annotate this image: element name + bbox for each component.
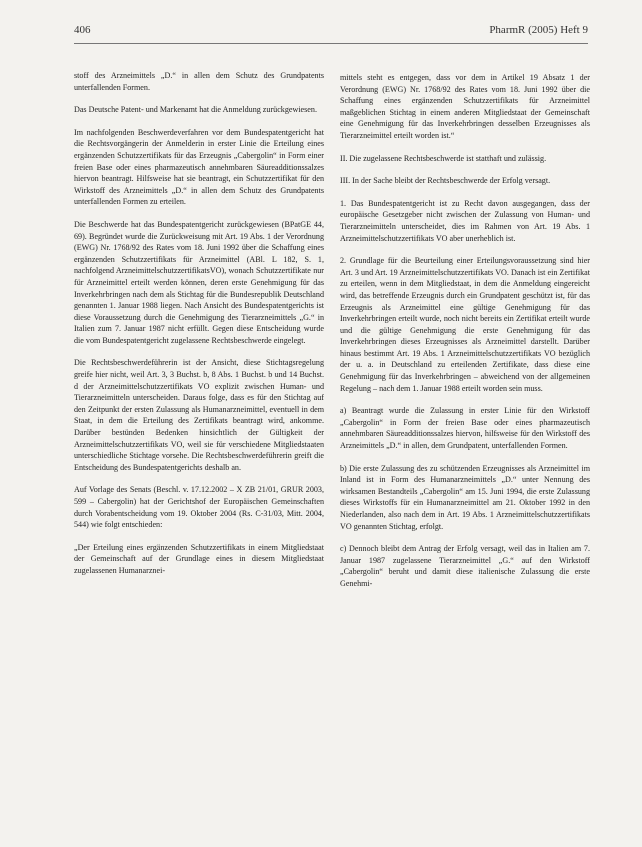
paragraph: stoff des Arzneimittels „D.“ in allen dem Schutz des Grundpatents unterfallenden Formen. bbox=[74, 71, 324, 92]
paragraph: 2. Grundlage für die Beurteilung einer Erteilungsvoraussetzung sind hier Art. 3 und Art. 19 Arzneimittelschutzzertifikats VO. Danach ist ein Zertifikat zu erteilen, wenn in dem Mitgliedstaat, in dem die Anmeldung eingereicht wird, das betreffende Erzeugnis durch ein Grundpatent geschützt ist, für das Erzeugnis als Arzneimittel eine gültige Genehmigung für das Inverkehrbringen erteilt wurde, noch nicht bereits ein Zertifikat erteilt wurde und die gültige Genehmigung die erste Genehmigung für das Inverkehrbringen dieses Erzeugnisses als Arzneimittel darstellt. Darüber hinaus bestimmt Art. 19 Abs. 1 Arzneimittelschutzzertifikats VO bezüglich der u. a. in Deutschland zu erteilenden Zertifikate, dass diese eine Genehmigung für das Inverkehrbringen – abweichend von der allgemeinen Regelung – nach dem 1. Januar 1988 erteilt worden sein muss. bbox=[340, 256, 590, 393]
left-column bbox=[74, 70, 324, 588]
paragraph: „Der Erteilung eines ergänzenden Schutzzertifikats in einem Mitgliedstaat der Gemeinschaft auf der Grundlage eines in diesem Mitgliedstaat zugelassenen Humanarznei- bbox=[74, 542, 324, 575]
paragraph: Im nachfolgenden Beschwerdeverfahren vor dem Bundespatentgericht hat die Rechtsvorgängerin der Anmelderin in erster Linie die Erteilung eines ergänzenden Schutzzertifikats für das Erzeugnis „Cabergolin“ in Form einer freien Base oder eines pharmazeutisch annehmbaren Säureadditionssalzes hiervon beantragt. Hilfsweise hat sie beantragt, ein Schutzzertifikat für den Wirkstoff des Arzneimittels „D.“ in allen dem Schutz des Grundpatents unterfallenden Formen zu erteilen. bbox=[74, 127, 324, 207]
page-number: 406 bbox=[74, 24, 91, 36]
paragraph: c) Dennoch bleibt dem Antrag der Erfolg versagt, weil das in Italien am 7. Januar 1987 zugelassene Tierarzneimittel „G.“ auf den Wirkstoff „Cabergolin“ beruht und damit diese italienische Zulassung die erste Genehmi- bbox=[340, 544, 590, 588]
journal-citation: PharmR (2005) Heft 9 bbox=[489, 24, 588, 36]
page-header bbox=[74, 24, 588, 40]
header-rule bbox=[74, 43, 588, 44]
paragraph: Die Rechtsbeschwerdeführerin ist der Ansicht, diese Stichtagsregelung greife hier nicht, weil Art. 3, 3 Buchst. b, 8 Abs. 1 Buchst. b und 14 Buchst. d der Arzneimittelschutzzertifikats VO explizit zwischen Human- und Tierarzneimitteln unterscheiden. Daraus folge, dass es für den Stichtag auf den Zeitpunkt der ersten Zulassung als Humanarzneimittel, eventuell in dem Staat, in dem die Erteilung des Zertifikats beantragt wird, ankomme. Darüber bestünden Bedenken hinsichtlich der Gültigkeit der Arzneimittelschutzzertifikats VO, weil sie für verschiedene Mitgliedstaaten unterschiedliche Stichtage vorsehe. Die Rechtsbeschwerdeführerin greift die Entscheidung des Bundespatentgerichts deshalb an. bbox=[74, 358, 324, 472]
paragraph: a) Beantragt wurde die Zulassung in erster Linie für den Wirkstoff „Cabergolin“ in Form der freien Base oder eines pharmazeutisch annehmbaren Säureadditionssalzes hiervon, hilfsweise für den Wirkstoff des Arzneimittels „D.“ in allen, dem Grundpatent, unterfallenden Formen. bbox=[340, 406, 590, 451]
paragraph: Auf Vorlage des Senats (Beschl. v. 17.12.2002 – X ZB 21/01, GRUR 2003, 599 – Cabergolin) hat der Gerichtshof der Europäischen Gemeinschaften durch Vorabentscheidung vom 19. Oktober 2004 (Rs. C-31/03, Mitt. 2004, 544) wie folgt entschieden: bbox=[74, 485, 324, 530]
paragraph: mittels steht es entgegen, dass vor dem in Artikel 19 Absatz 1 der Verordnung (EWG) Nr. 1768/92 des Rates vom 18. Juni 1992 über die Schaffung eines ergänzenden Schutzzertifikats für Arzneimittel maßgeblichen Stichtag in einem anderen Mitgliedstaat der Gemeinschaft eine Genehmigung für das Inverkehrbringen desselben Erzeugnisses als Tierarzneimittel erteilt worden ist.“ bbox=[340, 73, 590, 140]
paragraph: II. Die zugelassene Rechtsbeschwerde ist statthaft und zulässig. bbox=[340, 153, 547, 163]
paragraph: III. In der Sache bleibt der Rechtsbeschwerde der Erfolg versagt. bbox=[340, 176, 551, 186]
paragraph: b) Die erste Zulassung des zu schützenden Erzeugnisses als Arzneimittel im Inland ist in Form des Humanarzneimittels „D.“ unter Nennung des wirksamen Bestandteils „Cabergolin“ am 15. Juni 1994, die erste Zulassung dieses Wirkstoffs für ein Humanarzneimittel am 21. Oktober 1992 in den Niederlanden, also nach dem in Art. 19 Abs. 1 Arzneimittelschutzzertifikats VO genannten Stichtag, erfolgt. bbox=[340, 463, 590, 531]
right-column bbox=[340, 72, 590, 601]
paragraph: Das Deutsche Patent- und Markenamt hat die Anmeldung zurückgewiesen. bbox=[74, 105, 317, 115]
paragraph: 1. Das Bundespatentgericht ist zu Recht davon ausgegangen, dass der europäische Gesetzgeber nicht zwischen der Zulassung von Human- und Tierarzneimitteln unterscheidet, dies im Rahmen von Art. 19 Abs. 1 Arzneimittelschutzzertifikats VO aber unerheblich ist. bbox=[340, 198, 590, 243]
paragraph: Die Beschwerde hat das Bundespatentgericht zurückgewiesen (BPatGE 44, 69). Begründet wurde die Zurückweisung mit Art. 19 Abs. 1 der Verordnung (EWG) Nr. 1768/92 des Rates vom 18. Juni 1992 über die Schaffung eines ergänzenden Schutzzertifikats für Arzneimittel (ABl. L 182, S. 1, nachfolgend ArzneimittelschutzzertifikatsVO), wonach Schutzzertifikate nur für Arzneimittel erteilt werden können, deren erste Genehmigung für das Inverkehrbringen nach dem als Stichtag für die Bundesrepublik Deutschland genannten 1. Januar 1988 liegen. Nach Ansicht des Bundespatentgerichts ist diese Voraussetzung durch die Genehmigung des Tierarzneimittels „G.“ in Italien zum 7. Januar 1987 nicht erfüllt. Gegen diese Entscheidung wurde die vom Bundespatentgericht zugelassene Rechtsbeschwerde eingelegt. bbox=[74, 219, 324, 345]
